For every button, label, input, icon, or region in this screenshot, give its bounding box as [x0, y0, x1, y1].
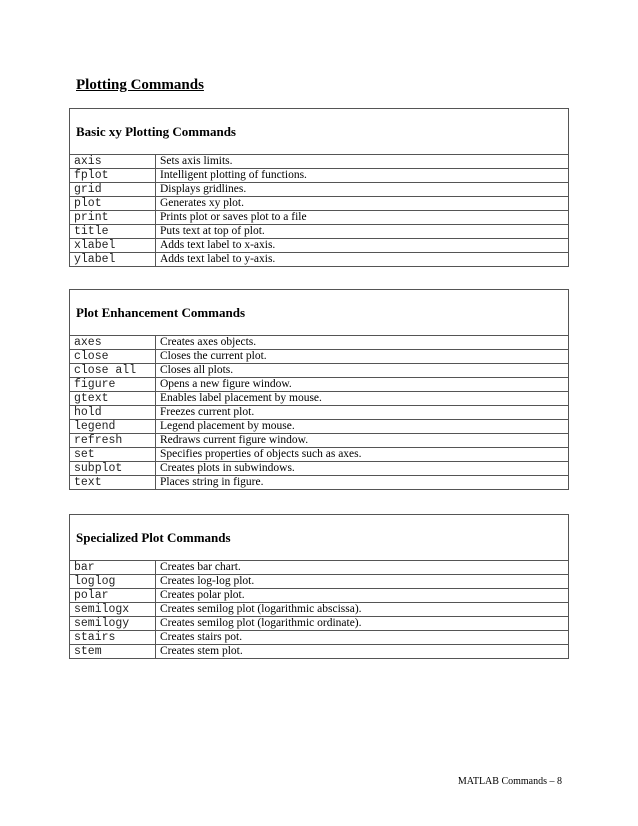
command-description: Creates plots in subwindows.: [156, 462, 569, 476]
command-description: Adds text label to x-axis.: [156, 239, 569, 253]
command-table: [69, 560, 569, 659]
command-description: Freezes current plot.: [156, 406, 569, 420]
table-row: [70, 392, 569, 406]
command-description: Prints plot or saves plot to a file: [156, 211, 569, 225]
command-name: title: [70, 225, 156, 239]
command-description: Redraws current figure window.: [156, 434, 569, 448]
table-row: [70, 448, 569, 462]
command-name: figure: [70, 378, 156, 392]
table-row: [70, 434, 569, 448]
command-name: stem: [70, 645, 156, 659]
table-row: [70, 211, 569, 225]
command-description: Legend placement by mouse.: [156, 420, 569, 434]
command-description: Generates xy plot.: [156, 197, 569, 211]
command-description: Puts text at top of plot.: [156, 225, 569, 239]
command-name: close all: [70, 364, 156, 378]
command-description: Enables label placement by mouse.: [156, 392, 569, 406]
command-description: Creates stem plot.: [156, 645, 569, 659]
table-row: [70, 462, 569, 476]
section-header: Plot Enhancement Commands: [69, 289, 569, 335]
page-title: Plotting Commands: [76, 77, 204, 93]
command-name: legend: [70, 420, 156, 434]
section-header: Basic xy Plotting Commands: [69, 108, 569, 154]
table-row: [70, 575, 569, 589]
command-name: bar: [70, 561, 156, 575]
command-description: Creates log-log plot.: [156, 575, 569, 589]
command-description: Creates semilog plot (logarithmic ordinate).: [156, 617, 569, 631]
table-row: [70, 183, 569, 197]
command-description: Adds text label to y-axis.: [156, 253, 569, 267]
command-description: Creates bar chart.: [156, 561, 569, 575]
command-description: Displays gridlines.: [156, 183, 569, 197]
command-name: gtext: [70, 392, 156, 406]
command-name: stairs: [70, 631, 156, 645]
table-row: [70, 406, 569, 420]
command-table: [69, 335, 569, 490]
command-name: set: [70, 448, 156, 462]
command-name: subplot: [70, 462, 156, 476]
command-description: Creates axes objects.: [156, 336, 569, 350]
table-row: [70, 197, 569, 211]
command-name: plot: [70, 197, 156, 211]
table-row: [70, 253, 569, 267]
table-row: [70, 645, 569, 659]
command-table: [69, 154, 569, 267]
command-description: Closes all plots.: [156, 364, 569, 378]
table-row: [70, 169, 569, 183]
command-name: hold: [70, 406, 156, 420]
table-row: [70, 603, 569, 617]
command-name: semilogx: [70, 603, 156, 617]
command-description: Opens a new figure window.: [156, 378, 569, 392]
command-name: polar: [70, 589, 156, 603]
table-row: [70, 561, 569, 575]
table-row: [70, 589, 569, 603]
table-row: [70, 336, 569, 350]
command-name: fplot: [70, 169, 156, 183]
command-name: grid: [70, 183, 156, 197]
table-row: [70, 476, 569, 490]
command-name: close: [70, 350, 156, 364]
table-row: [70, 350, 569, 364]
command-description: Sets axis limits.: [156, 155, 569, 169]
command-name: axis: [70, 155, 156, 169]
section-basic-xy-plotting: [69, 108, 569, 267]
table-row: [70, 239, 569, 253]
command-description: Creates stairs pot.: [156, 631, 569, 645]
section-specialized-plot: [69, 514, 569, 659]
command-description: Closes the current plot.: [156, 350, 569, 364]
table-row: [70, 378, 569, 392]
section-header: Specialized Plot Commands: [69, 514, 569, 560]
command-description: Specifies properties of objects such as axes.: [156, 448, 569, 462]
command-description: Creates polar plot.: [156, 589, 569, 603]
command-name: axes: [70, 336, 156, 350]
command-name: xlabel: [70, 239, 156, 253]
command-name: ylabel: [70, 253, 156, 267]
table-row: [70, 631, 569, 645]
command-name: semilogy: [70, 617, 156, 631]
table-row: [70, 617, 569, 631]
command-description: Places string in figure.: [156, 476, 569, 490]
page-footer: MATLAB Commands – 8: [457, 776, 562, 787]
command-name: loglog: [70, 575, 156, 589]
table-row: [70, 155, 569, 169]
table-row: [70, 364, 569, 378]
command-description: Creates semilog plot (logarithmic abscissa).: [156, 603, 569, 617]
command-name: text: [70, 476, 156, 490]
table-row: [70, 420, 569, 434]
table-row: [70, 225, 569, 239]
command-description: Intelligent plotting of functions.: [156, 169, 569, 183]
command-name: print: [70, 211, 156, 225]
command-name: refresh: [70, 434, 156, 448]
section-plot-enhancement: [69, 289, 569, 490]
